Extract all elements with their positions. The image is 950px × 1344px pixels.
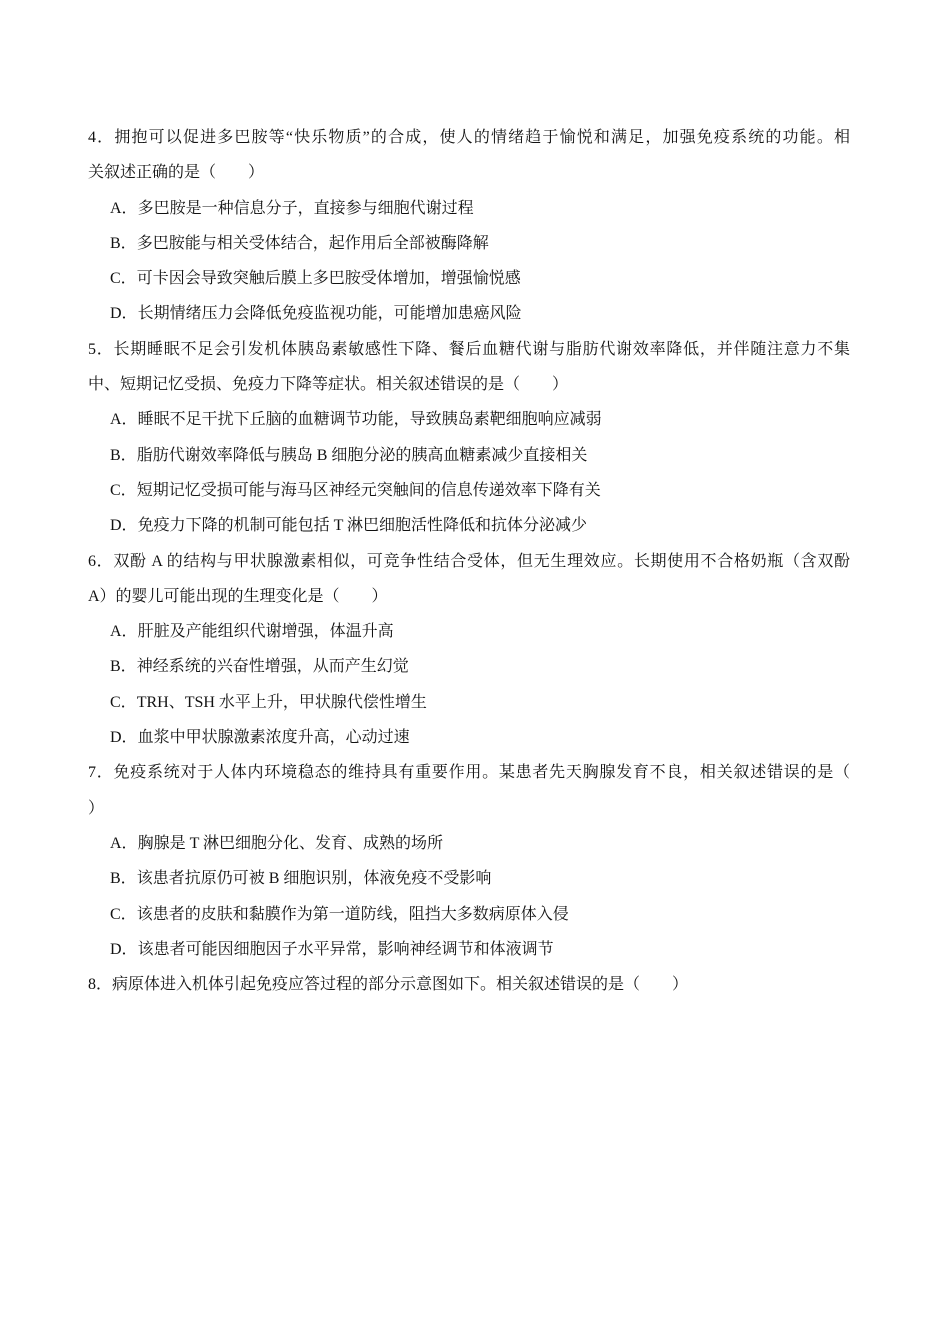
option-letter: C． [110, 481, 137, 499]
option-d [88, 296, 850, 331]
question-stem-text: 长期睡眠不足会引发机体胰岛素敏感性下降、餐后血糖代谢与脂肪代谢效率降低，并伴随注意力不集 [113, 340, 850, 358]
question-number: 4． [88, 129, 115, 146]
question-5 [88, 332, 850, 544]
question-stem-line [88, 367, 850, 402]
question-stem-line [88, 579, 850, 614]
option-text: TRH、TSH 水平上升，甲状腺代偿性增生 [136, 693, 427, 711]
option-letter: A． [110, 199, 138, 217]
option-b [88, 438, 850, 473]
option-letter: B． [110, 870, 137, 888]
question-stem-text: 免疫系统对于人体内环境稳态的维持具有重要作用。某患者先天胸腺发育不良，相关叙述错误的是（ [113, 764, 850, 782]
question-number: 7． [88, 764, 114, 782]
option-letter: B． [110, 234, 137, 252]
option-c [88, 897, 850, 932]
option-text: 可卡因会导致突触后膜上多巴胺受体增加，增强愉悦感 [136, 270, 521, 288]
option-c [88, 473, 850, 508]
option-d [88, 932, 850, 967]
question-stem-line [88, 155, 850, 190]
option-letter: D． [110, 305, 138, 323]
option-text: 胸腺是 T 淋巴细胞分化、发育、成熟的场所 [137, 834, 444, 852]
option-a [88, 826, 850, 861]
option-letter: B． [110, 446, 137, 464]
question-number: 5． [88, 340, 114, 358]
question-number: 6． [88, 552, 114, 570]
option-letter: A． [110, 623, 138, 641]
question-number: 8． [88, 976, 113, 994]
option-letter: D． [110, 517, 138, 535]
option-text: 血浆中甲状腺激素浓度升高，心动过速 [137, 729, 410, 747]
question-stem-line [88, 967, 850, 1002]
question-stem-text: A）的婴儿可能出现的生理变化是（ ） [88, 587, 388, 605]
option-text: 多巴胺能与相关受体结合，起作用后全部被酶降解 [136, 234, 489, 252]
option-c [88, 685, 850, 720]
option-text: 神经系统的兴奋性增强，从而产生幻觉 [136, 658, 409, 676]
option-d [88, 720, 850, 755]
question-8 [88, 967, 850, 1002]
option-text: 长期情绪压力会降低免疫监视功能，可能增加患癌风险 [137, 305, 522, 323]
question-stem-text: 中、短期记忆受损、免疫力下降等症状。相关叙述错误的是（ ） [88, 376, 569, 394]
question-stem-line [88, 332, 850, 367]
option-d [88, 508, 850, 543]
question-6 [88, 544, 850, 756]
option-text: 肝脏及产能组织代谢增强，体温升高 [137, 623, 394, 641]
option-letter: D． [110, 729, 138, 747]
option-letter: C． [110, 693, 137, 711]
option-a [88, 402, 850, 437]
question-stem-text: 关叙述正确的是（ ） [88, 164, 265, 182]
option-b [88, 861, 850, 896]
question-stem-text: 拥抱可以促进多巴胺等“快乐物质”的合成，使人的情绪趋于愉悦和满足，加强免疫系统的功能。相 [114, 129, 850, 146]
option-letter: C． [110, 905, 137, 923]
option-letter: B． [110, 658, 137, 676]
question-stem-text: 病原体进入机体引起免疫应答过程的部分示意图如下。相关叙述错误的是（ ） [112, 976, 689, 994]
option-text: 脂肪代谢效率降低与胰岛 B 细胞分泌的胰高血糖素减少直接相关 [136, 446, 588, 464]
option-letter: A． [110, 834, 138, 852]
option-text: 免疫力下降的机制可能包括 T 淋巴细胞活性降低和抗体分泌减少 [137, 517, 588, 535]
option-b [88, 226, 850, 261]
question-stem-text: ） [88, 799, 105, 817]
question-stem-text: 双酚 A 的结构与甲状腺激素相似，可竞争性结合受体，但无生理效应。长期使用不合格奶瓶（含双酚 [113, 552, 850, 570]
question-stem-line [88, 791, 850, 826]
option-text: 睡眠不足干扰下丘脑的血糖调节功能，导致胰岛素靶细胞响应减弱 [137, 411, 602, 429]
option-text: 该患者的皮肤和黏膜作为第一道防线，阻挡大多数病原体入侵 [136, 905, 569, 923]
option-text: 该患者抗原仍可被 B 细胞识别，体液免疫不受影响 [136, 870, 492, 888]
option-a [88, 191, 850, 226]
option-text: 短期记忆受损可能与海马区神经元突触间的信息传递效率下降有关 [136, 481, 601, 499]
option-letter: C． [110, 270, 137, 288]
option-letter: D． [110, 940, 138, 958]
question-stem-line [88, 755, 850, 790]
question-7 [88, 755, 850, 967]
option-text: 该患者可能因细胞因子水平异常，影响神经调节和体液调节 [137, 940, 554, 958]
question-stem-line [88, 120, 850, 155]
question-4 [88, 120, 850, 332]
option-a [88, 614, 850, 649]
option-text: 多巴胺是一种信息分子，直接参与细胞代谢过程 [137, 199, 474, 217]
exam-document [88, 120, 850, 1002]
option-c [88, 261, 850, 296]
option-letter: A． [110, 411, 138, 429]
question-stem-line [88, 544, 850, 579]
option-b [88, 649, 850, 684]
